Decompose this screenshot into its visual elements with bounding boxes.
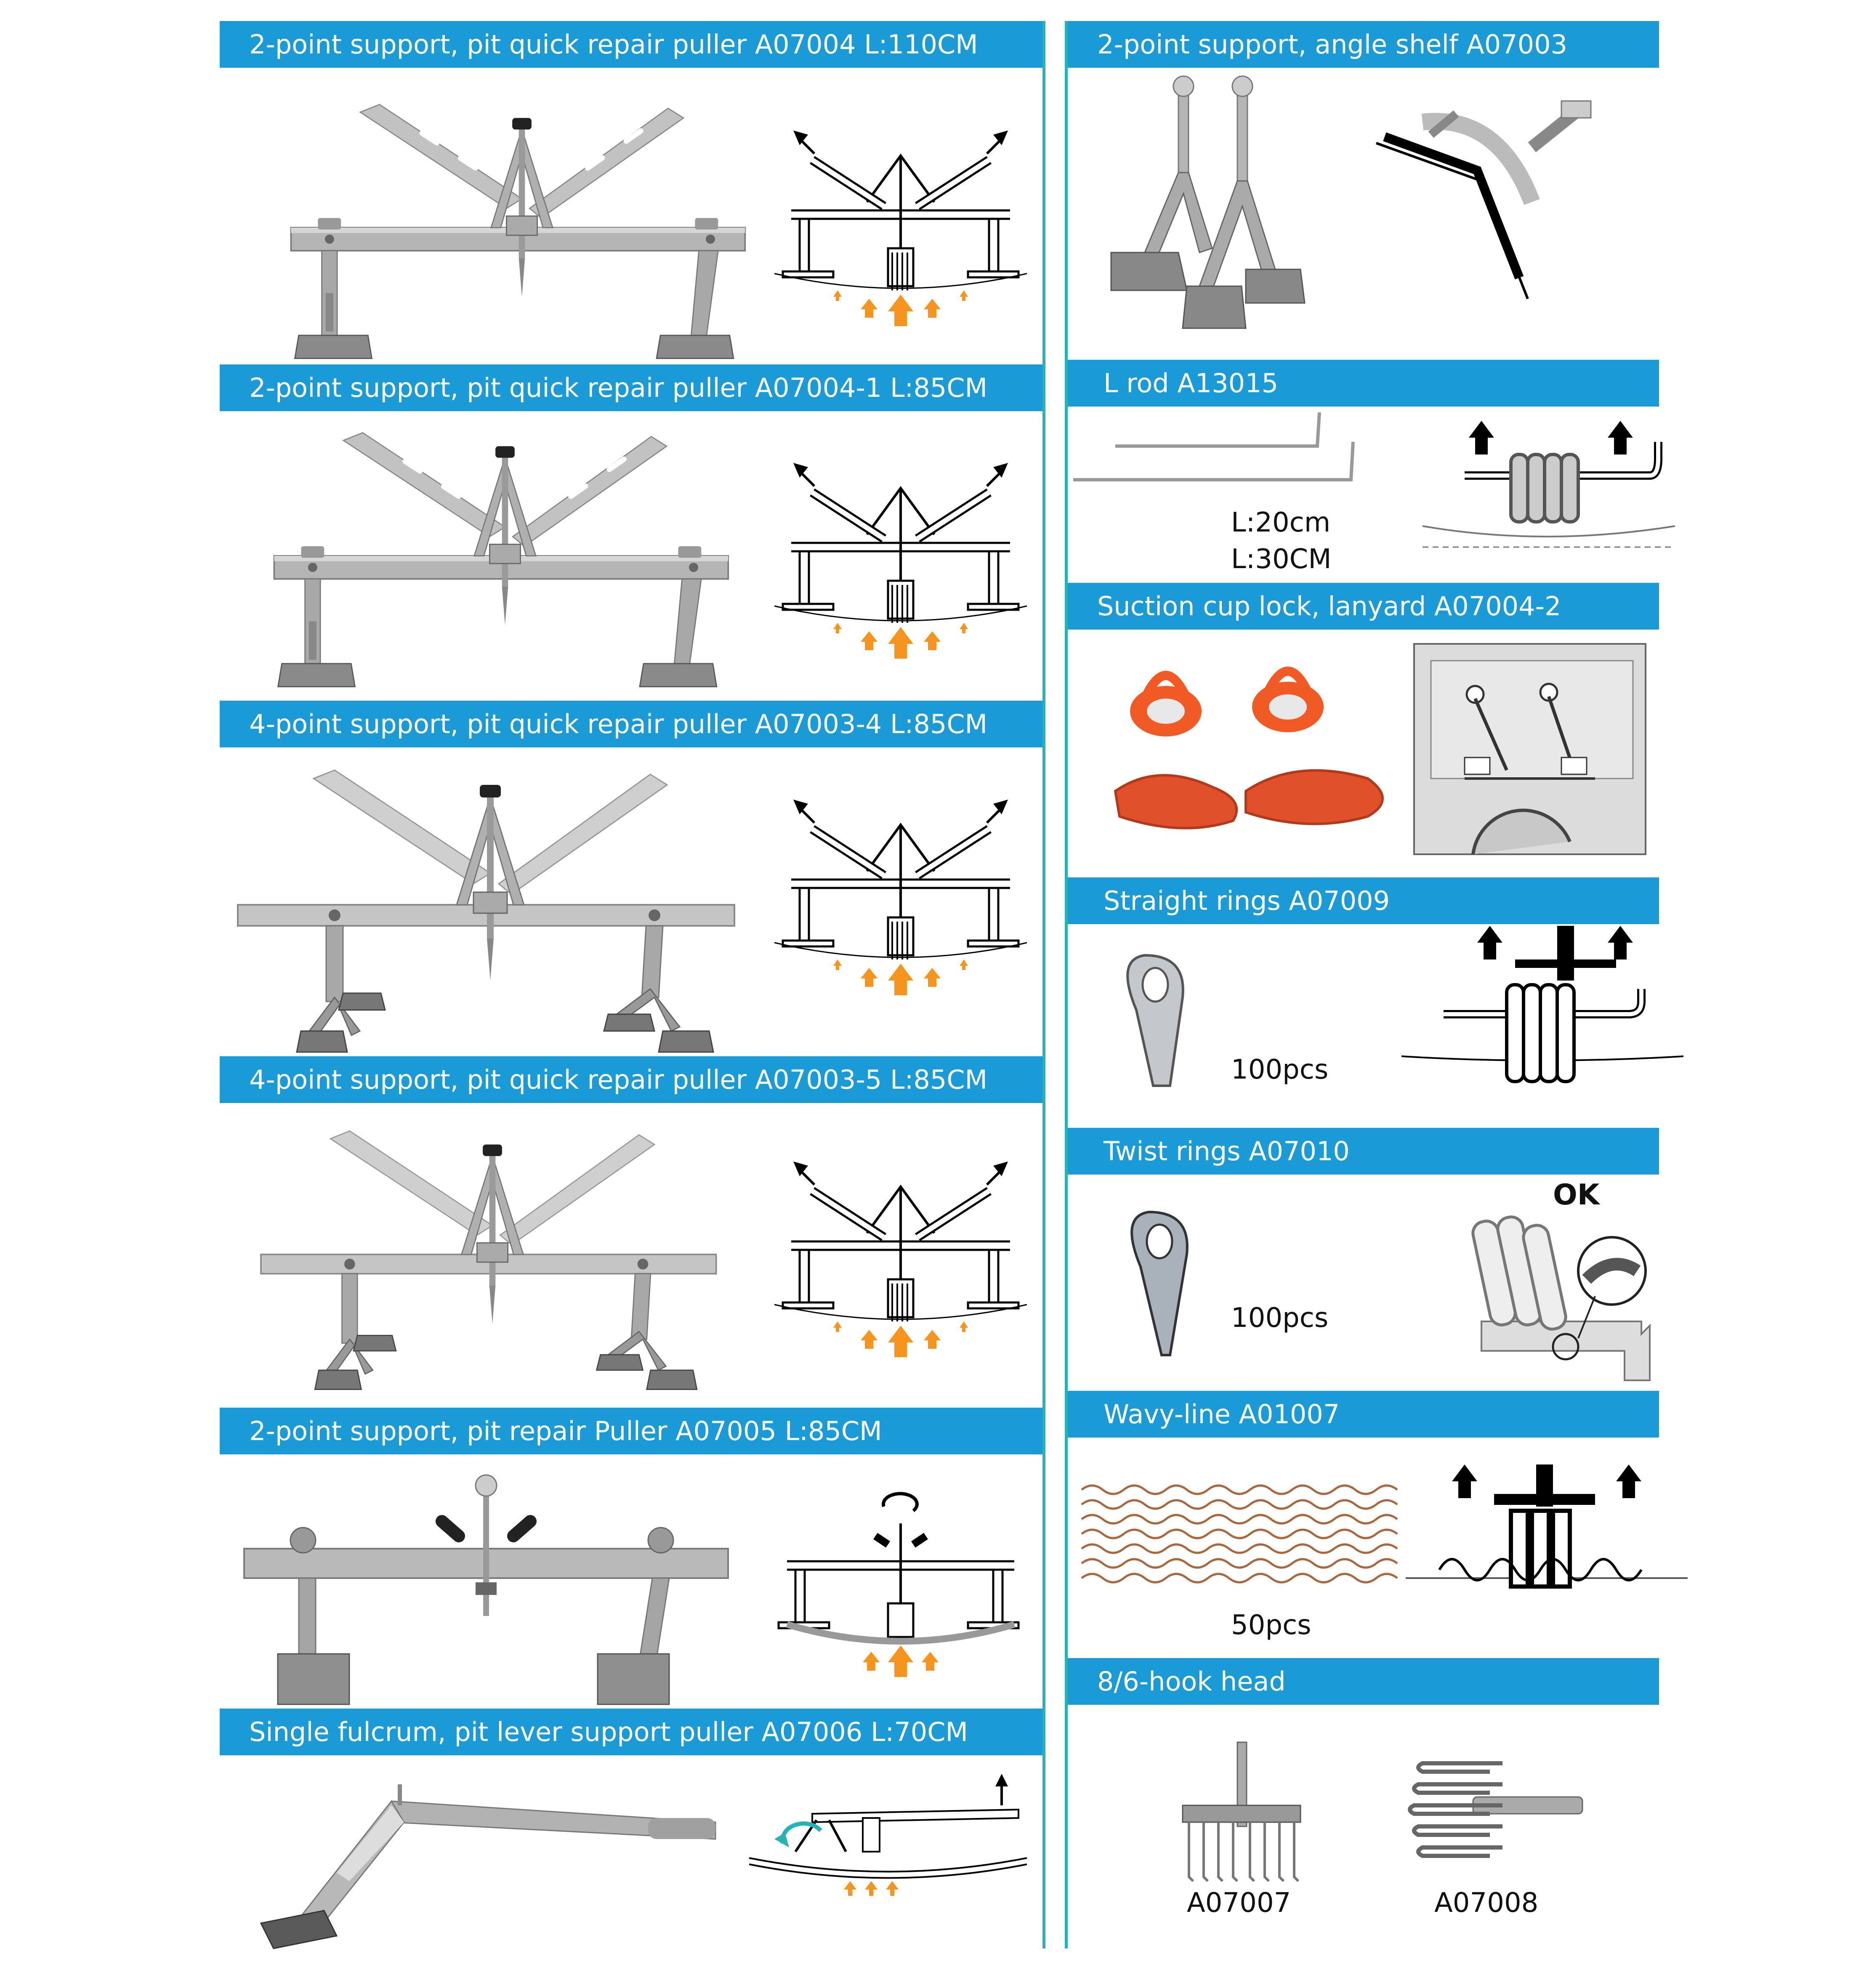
product-photo-a07007 [1178,1742,1305,1885]
diagram-a07003-5 [774,1136,1027,1363]
section-header-a07003 [1068,21,1659,68]
section-title: Twist rings A07010 [1104,1136,1350,1167]
section-header-a07006 [220,1709,1042,1755]
section-header-a07009 [1068,877,1659,924]
diagram-a07006 [749,1767,1027,1911]
section-title: Suction cup lock, lanyard A07004-2 [1097,591,1561,622]
section-header-a07004 [220,21,1042,68]
section-header-a07003-4 [220,701,1042,747]
column-divider-left [1042,21,1045,1948]
section-header-a07003-5 [220,1056,1042,1103]
product-photo-a07003-4 [231,762,749,1056]
diagram-a07004 [774,105,1027,332]
product-photo-a07004-1 [253,425,758,694]
product-photo-a01007 [1082,1481,1410,1595]
section-header-hook-head [1068,1658,1659,1705]
ok-badge: OK [1553,1178,1600,1212]
product-photo-a07003 [1103,76,1330,337]
section-header-a07004-2 [1068,583,1659,630]
product-photo-a07003-5 [261,1115,724,1401]
diagram-a07004-1 [774,438,1027,665]
diagram-a07003 [1372,97,1608,316]
section-title: Single fulcrum, pit lever support puller A07006 L:70CM [249,1717,968,1747]
section-title: 8/6-hook head [1097,1666,1286,1697]
section-header-a07010 [1068,1128,1659,1175]
caption-a07009-qty: 100pcs [1231,1054,1329,1085]
section-title: Wavy-line A01007 [1104,1399,1340,1430]
section-title: L rod A13015 [1104,368,1279,399]
section-title: 4-point support, pit quick repair puller A07003-5 L:85CM [249,1064,988,1095]
caption-a07010-qty: 100pcs [1231,1302,1329,1334]
caption-l-30cm: L:30CM [1231,544,1332,575]
diagram-a07005 [770,1498,1031,1700]
product-photo-a07010 [1124,1208,1208,1359]
diagram-a01007 [1406,1464,1688,1599]
column-divider-right [1065,21,1068,1948]
product-photo-a07005 [240,1473,732,1709]
diagram-a07009 [1401,926,1683,1094]
diagram-a07004-2 [1414,644,1646,854]
section-header-a07004-1 [220,364,1042,411]
section-title: 4-point support, pit quick repair puller A07003-4 L:85CM [249,709,988,739]
section-title: 2-point support, pit quick repair puller A07004 L:110CM [249,29,978,60]
diagram-a07010 [1473,1212,1667,1389]
section-title: Straight rings A07009 [1104,885,1390,916]
diagram-a07003-4 [774,774,1027,1002]
product-photo-a07006 [253,1776,724,1953]
product-photo-a07004 [269,97,774,366]
product-photo-a13015 [1069,408,1364,492]
product-photo-a07008 [1406,1755,1591,1864]
caption-a07007: A07007 [1187,1887,1291,1919]
caption-l-20cm: L:20cm [1231,507,1331,538]
diagram-a13015 [1423,421,1675,572]
section-title: 2-point support, pit quick repair puller A07004-1 L:85CM [249,372,988,403]
section-header-a01007 [1068,1391,1659,1438]
product-photo-a07004-2 [1107,673,1393,842]
section-header-a13015 [1068,360,1659,407]
product-photo-a07009 [1119,951,1204,1090]
section-title: 2-point support, pit repair Puller A07005 L:85CM [249,1416,882,1446]
section-header-a07005 [220,1408,1042,1454]
caption-a01007-qty: 50pcs [1231,1610,1311,1641]
section-title: 2-point support, angle shelf A07003 [1097,29,1567,60]
caption-a07008: A07008 [1434,1887,1539,1919]
